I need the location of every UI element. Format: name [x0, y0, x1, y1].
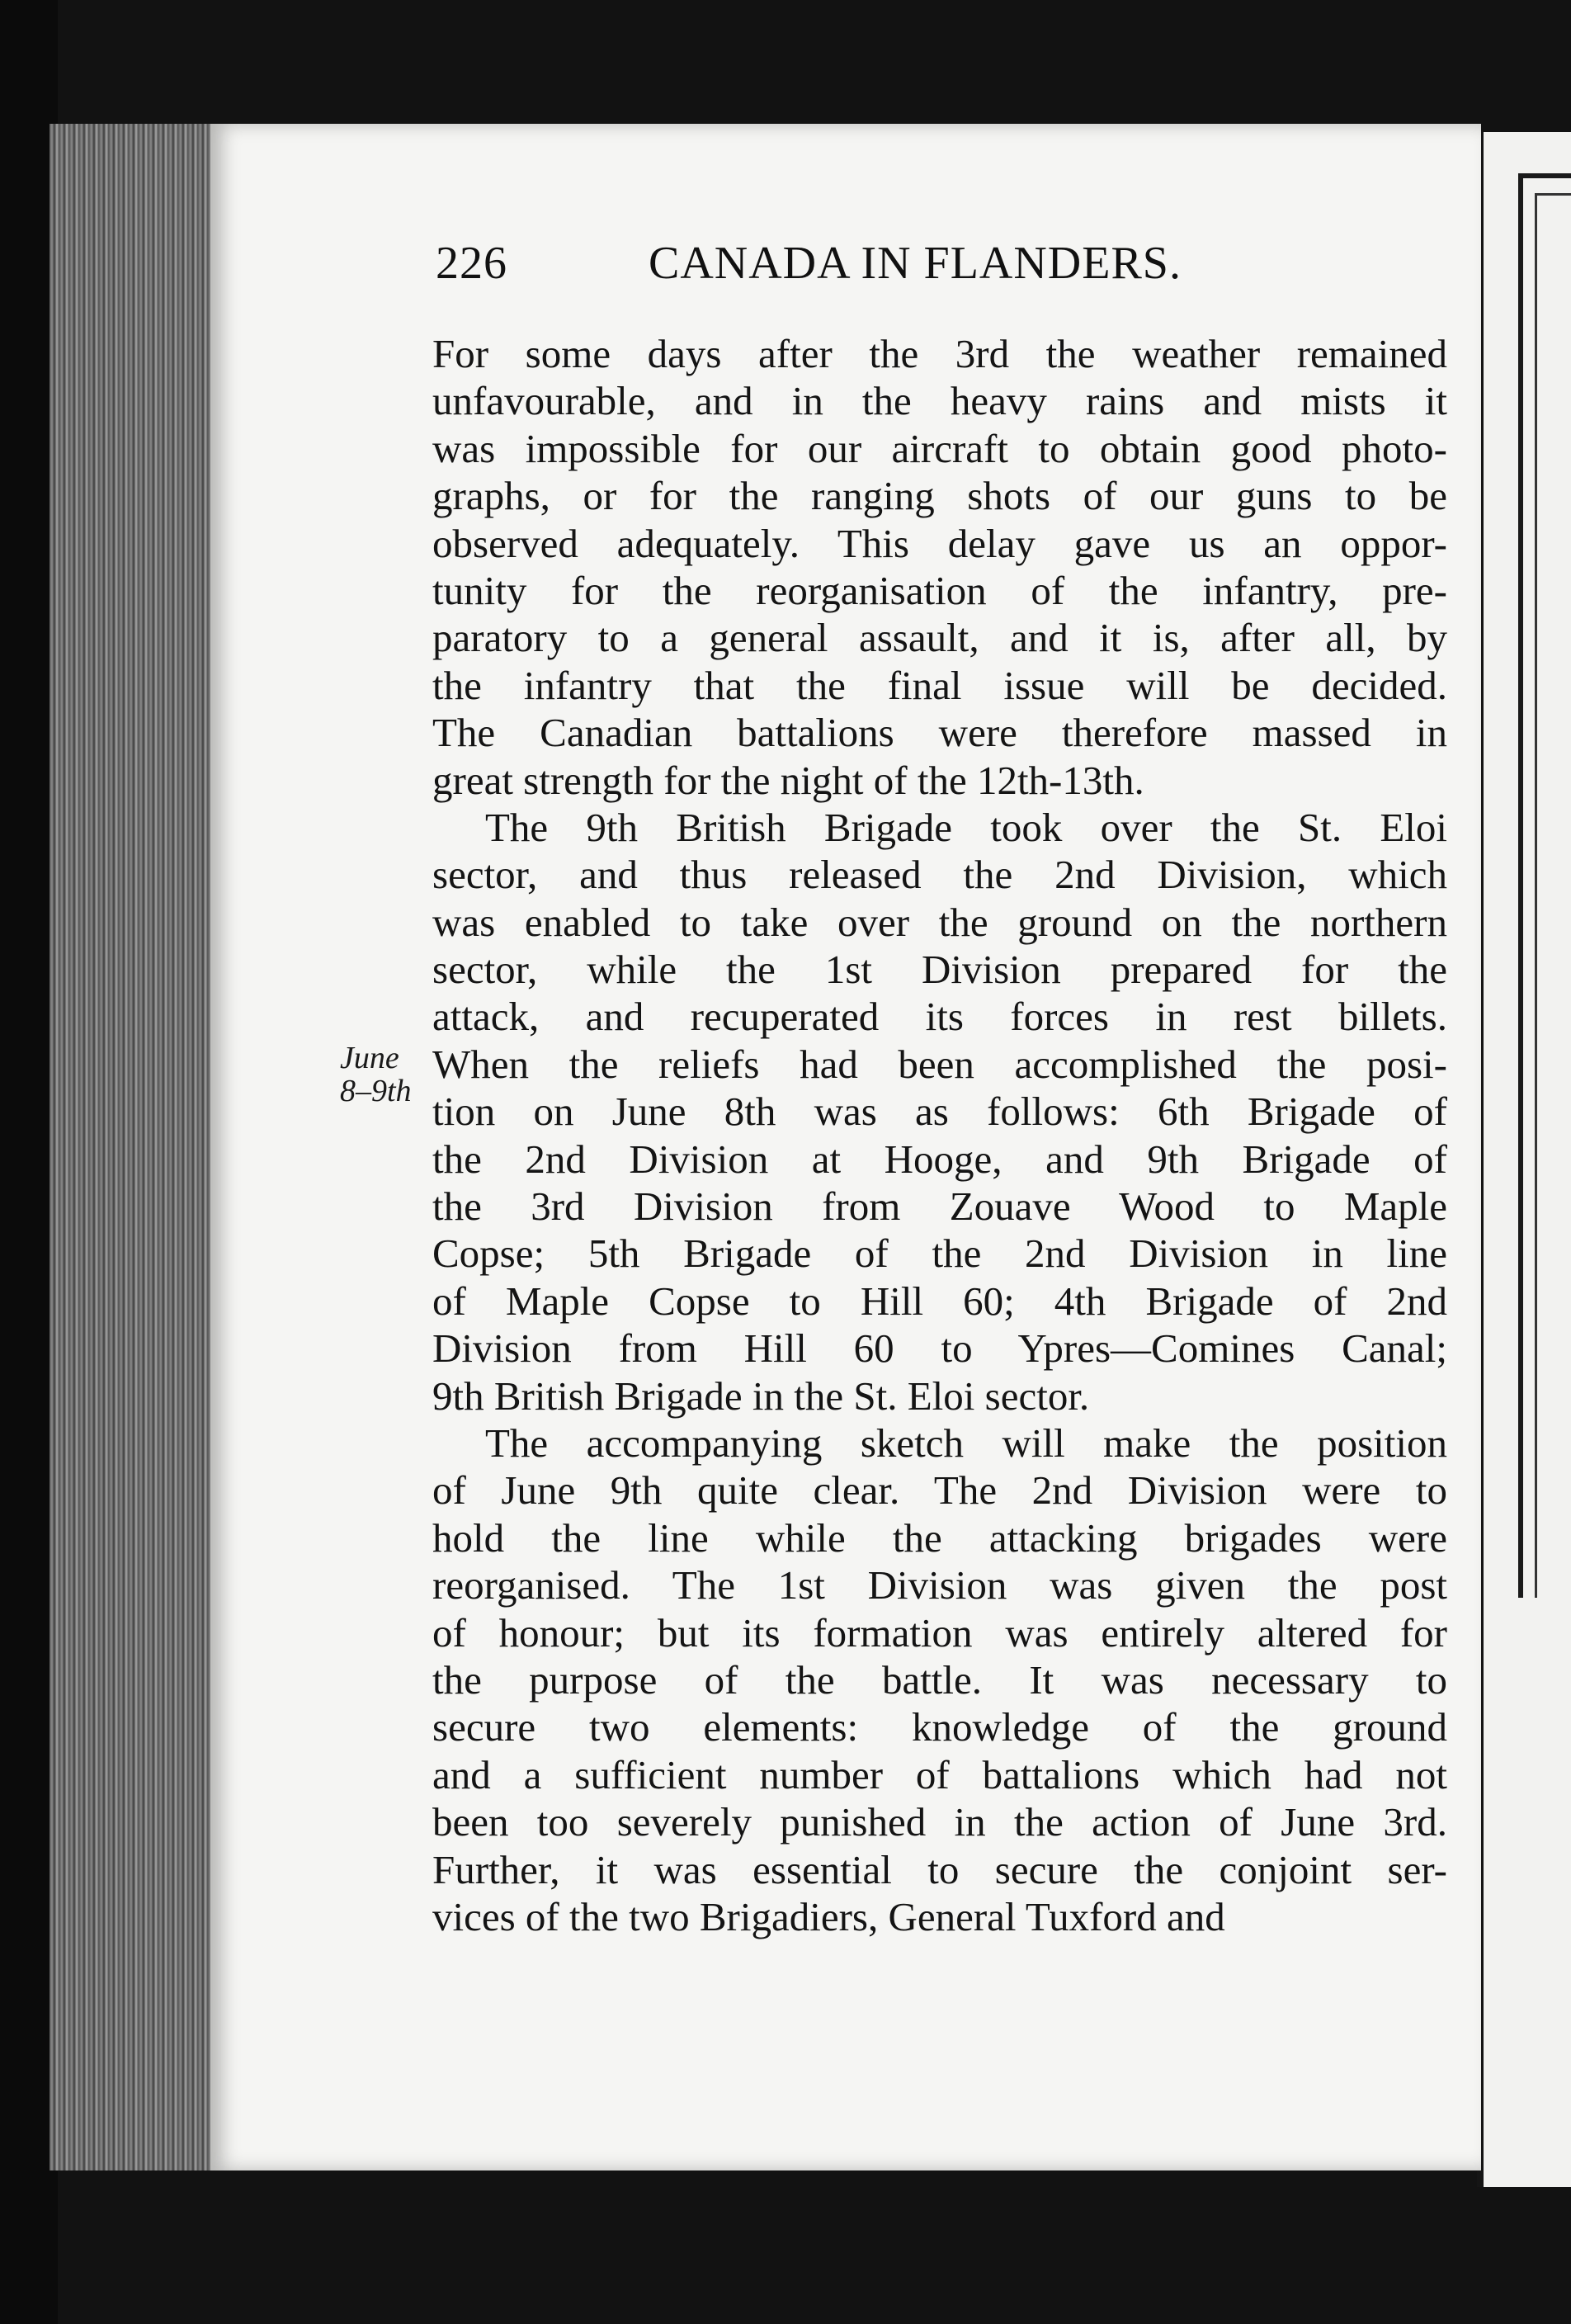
page-stack-edges	[50, 124, 223, 2170]
text-line: of Maple Copse to Hill 60; 4th Brigade of 2nd	[432, 1278, 1447, 1324]
paragraph	[432, 330, 1447, 804]
text-line: Division from Hill 60 to Ypres—Comines Canal;	[432, 1325, 1447, 1372]
text-line: the 2nd Division at Hooge, and 9th Brigade of	[432, 1136, 1447, 1182]
text-line: The accompanying sketch will make the position	[485, 1419, 1447, 1466]
facing-page-illustration-border	[1518, 173, 1571, 1598]
paragraph	[432, 1419, 1447, 1940]
text-line: Further, it was essential to secure the conjoint ser-	[432, 1846, 1447, 1892]
text-line: was impossible for our aircraft to obtain good photo-	[432, 425, 1447, 471]
text-line: been too severely punished in the action of June 3rd.	[432, 1799, 1447, 1845]
text-line: great strength for the night of the 12th-13th.	[432, 757, 1144, 803]
text-line: reorganised. The 1st Division was given the post	[432, 1562, 1447, 1608]
text-line: The 9th British Brigade took over the St. Eloi	[485, 804, 1447, 850]
text-line: vices of the two Brigadiers, General Tuxford and	[432, 1893, 1225, 1939]
text-line: sector, while the 1st Division prepared for the	[432, 947, 1447, 993]
text-line: secure two elements: knowledge of the ground	[432, 1704, 1447, 1750]
text-line: For some days after the 3rd the weather remained	[432, 331, 1447, 376]
text-line: attack, and recuperated its forces in rest billets.	[432, 994, 1447, 1040]
text-line: of honour; but its formation was entirely altered for	[432, 1609, 1447, 1656]
text-line: The Canadian battalions were therefore massed in	[432, 710, 1447, 756]
text-line: and a sufficient number of battalions which had not	[432, 1751, 1447, 1797]
text-line: tunity for the reorganisation of the infantry, pre-	[432, 567, 1447, 613]
text-line: sector, and thus released the 2nd Division, which	[432, 852, 1447, 898]
page-number: 226	[436, 238, 507, 289]
text-line: hold the line while the attacking brigades were	[432, 1514, 1447, 1561]
text-line: graphs, or for the ranging shots of our guns to be	[432, 473, 1447, 519]
page-header	[436, 237, 1436, 295]
text-line: Copse; 5th Brigade of the 2nd Division in line	[432, 1230, 1447, 1277]
paragraph	[432, 804, 1447, 1419]
text-line: unfavourable, and in the heavy rains and mists it	[432, 378, 1447, 424]
margin-note-line: 8–9th	[340, 1074, 412, 1108]
text-line: the 3rd Division from Zouave Wood to Maple	[432, 1183, 1447, 1230]
text-line: the purpose of the battle. It was necessary to	[432, 1656, 1447, 1703]
running-head: CANADA IN FLANDERS.	[649, 238, 1182, 289]
text-line: 9th British Brigade in the St. Eloi sector.	[432, 1372, 1090, 1419]
margin-note-line: June	[340, 1041, 399, 1075]
text-line: observed adequately. This delay gave us an oppor-	[432, 520, 1447, 566]
margin-note	[340, 1042, 431, 1108]
body-text	[432, 330, 1447, 1940]
text-line: When the reliefs had been accomplished the posi-	[432, 1041, 1447, 1087]
text-line: of June 9th quite clear. The 2nd Division were to	[432, 1467, 1447, 1514]
text-line: tion on June 8th was as follows: 6th Brigade of	[432, 1089, 1447, 1135]
text-line: was enabled to take over the ground on the northern	[432, 899, 1447, 945]
text-line: paratory to a general assault, and it is, after all, by	[432, 615, 1447, 661]
text-line: the infantry that the final issue will be decided.	[432, 662, 1447, 708]
